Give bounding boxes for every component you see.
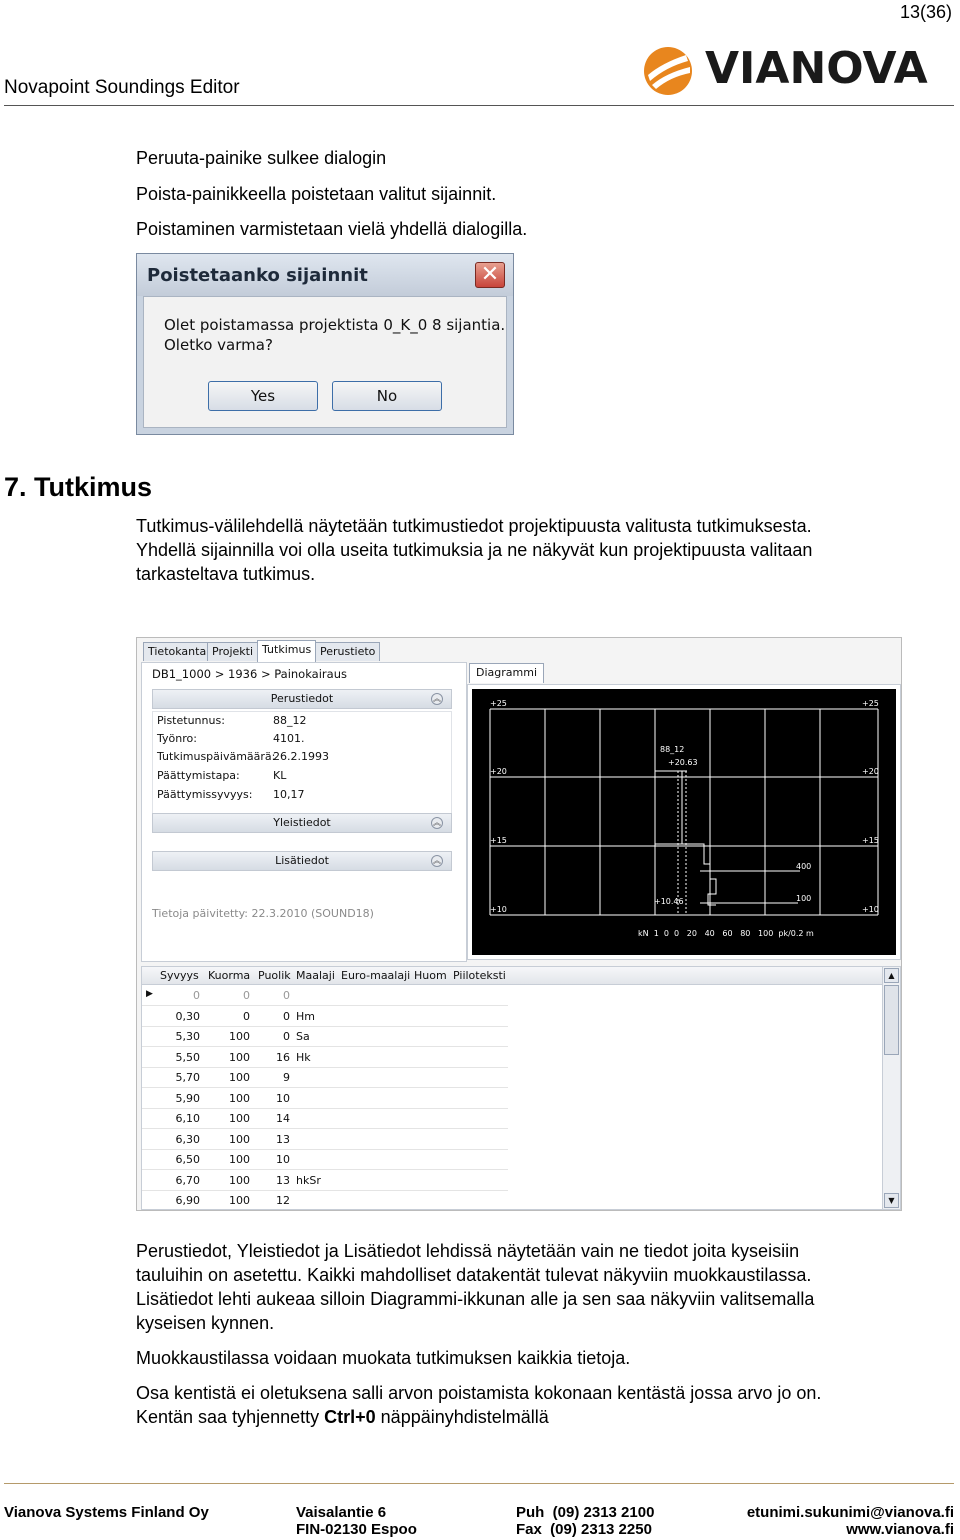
property-value: 88_12 [273,714,307,727]
cell-puolik[interactable]: 0 [283,1009,290,1023]
table-row[interactable] [142,1130,508,1150]
cell-syvyys[interactable]: 5,70 [175,1071,200,1084]
table-row[interactable] [142,1027,508,1047]
cell-kuorma[interactable]: 100 [229,1112,250,1125]
cell-kuorma[interactable]: 100 [229,1194,250,1207]
diagram-graphics [472,689,896,955]
col-header[interactable]: Piiloteksti [453,969,506,982]
body-para-2: Muokkaustilassa voidaan muokata tutkimuksen kaikkia tietoja. [136,1348,631,1368]
table-row[interactable] [142,1109,508,1129]
body-para-line-4: kyseisen kynnen. [136,1313,275,1333]
footer-phone: Puh (09) 2313 2100 [516,1504,655,1521]
section-para-line-2: Yhdellä sijainnilla voi olla useita tutkimuksia ja ne näkyvät kun projektipuusta valitaan [136,540,813,560]
section-heading: 7. Tutkimus [4,472,153,502]
cell-puolik[interactable]: 12 [276,1194,290,1207]
chevron-down-icon[interactable]: ▼ [884,1193,899,1208]
property-key: Työnro: [157,732,197,745]
cell-puolik[interactable]: 9 [283,1071,290,1084]
cell-kuorma[interactable]: 100 [229,1050,250,1064]
intro-line-1: Peruuta-painike sulkee dialogin [136,148,387,168]
table-row[interactable] [142,1150,508,1170]
scroll-thumb[interactable] [884,985,899,1055]
table-row[interactable] [142,1048,508,1068]
tutkimus-screenshot [136,637,902,1211]
tab-tutkimus[interactable]: Tutkimus [257,640,316,662]
dialog-body [143,296,507,428]
tab-tietokanta[interactable]: Tietokanta [143,642,211,661]
footer-street: Vaisalantie 6 [296,1504,387,1521]
table-row[interactable] [142,1007,508,1027]
elevation-label: +25 [862,699,879,708]
document-title: Novapoint Soundings Editor [4,77,240,98]
body-para-line-3: Lisätiedot lehti aukeaa silloin Diagrammi-ikkunan alle ja sen saa näkyviin valitsemalla [136,1289,815,1309]
cell-puolik[interactable]: 0 [283,1030,290,1043]
chevron-up-icon[interactable]: ︽ [433,856,441,865]
x-axis-label: kN 1 0 0 20 40 60 80 100 pk/0.2 m [638,929,814,938]
cell-kuorma[interactable]: 0 [243,989,250,1002]
bottom-level-label: +10.46 [654,897,684,906]
dialog-message-line-2: Oletko varma? [164,336,273,354]
perustiedot-properties [152,711,452,827]
cell-maalaji[interactable]: hkSr [296,1173,321,1187]
cell-kuorma[interactable]: 100 [229,1091,250,1105]
table-row[interactable] [142,1068,508,1088]
elevation-label: +25 [490,699,507,708]
cell-puolik[interactable]: 10 [276,1091,290,1105]
cell-puolik[interactable]: 13 [276,1173,290,1187]
cell-syvyys[interactable]: 5,30 [175,1030,200,1043]
perustiedot-title: Perustiedot [270,692,334,705]
row-selector-icon: ▶ [146,989,153,999]
tab-diagrammi[interactable]: Diagrammi [469,663,544,683]
diagram-frame [467,684,901,960]
body-para-3-line-2 [136,1405,549,1429]
cell-syvyys[interactable]: 6,90 [175,1194,200,1207]
updated-info: Tietoja päivitetty: 22.3.2010 (SOUND18) [152,907,374,920]
tab-projekti[interactable]: Projekti [207,642,258,661]
cell-puolik[interactable]: 13 [276,1132,290,1146]
elevation-label: +10 [862,905,879,914]
text-fragment: näppäinyhdistelmällä [375,1407,549,1427]
sounding-diagram[interactable] [472,689,896,955]
grid-scrollbar[interactable] [882,967,900,1209]
vianova-logo-icon [642,45,694,97]
cell-puolik[interactable]: 10 [276,1153,290,1166]
tab-perustieto[interactable]: Perustieto [315,642,380,661]
body-para-3-line-1: Osa kentistä ei oletuksena salli arvon poistamista kokonaan kentästä jossa arvo jo on. [136,1383,822,1403]
point-label: 88_12 [660,745,685,754]
elevation-label: +20 [862,767,879,776]
elevation-label: +15 [862,836,879,845]
cell-puolik[interactable]: 16 [276,1050,290,1064]
cell-maalaji[interactable]: Hm [296,1009,315,1023]
cell-syvyys[interactable]: 6,30 [175,1132,200,1146]
property-value: 4101. [273,732,305,745]
perustiedot-header[interactable] [152,689,452,709]
footer-postal: FIN-02130 Espoo [296,1521,417,1538]
col-header[interactable]: Euro-maalaji [341,969,411,982]
dialog-title: Poistetaanko sijainnit [147,265,368,286]
delete-confirm-dialog [136,253,514,435]
cell-syvyys[interactable]: 6,70 [175,1173,200,1187]
yleistiedot-header[interactable] [152,813,452,833]
cell-kuorma[interactable]: 100 [229,1132,250,1146]
logo-text: VIANOVA [705,43,928,94]
text-fragment: Kentän saa tyhjennetty [136,1407,325,1427]
chevron-up-icon[interactable]: ▲ [884,968,899,983]
footer-web[interactable]: www.vianova.fi [846,1521,954,1538]
footer-fax: Fax (09) 2313 2250 [516,1521,652,1538]
page-number: 13(36) [899,2,952,22]
property-key: Päättymistapa: [157,769,240,782]
top-level-label: +20.63 [668,758,698,767]
intro-line-2: Poista-painikkeella poistetaan valitut sijainnit. [136,184,497,204]
elevation-label: +10 [490,905,507,914]
breadcrumb: DB1_1000 > 1936 > Painokairaus [152,667,347,681]
table-row[interactable] [142,986,508,1006]
sounding-grid [141,966,901,1210]
dialog-message [164,315,505,355]
dialog-titlebar [137,254,513,296]
intro-line-3: Poistaminen varmistetaan vielä yhdellä dialogilla. [136,219,528,239]
value-label: 400 [796,862,812,871]
value-label: 100 [796,894,812,903]
elevation-label: +15 [490,836,507,845]
dialog-message-line-1: Olet poistamassa projektista 0_K_0 8 sijantia. [164,316,506,334]
table-row[interactable] [142,1191,508,1211]
col-header[interactable]: Puolik [258,969,291,982]
info-pane [141,662,467,962]
property-key: Pistetunnus: [157,714,225,727]
cell-maalaji[interactable]: Hk [296,1050,311,1064]
no-button[interactable]: No [332,381,442,411]
body-para-line-1: Perustiedot, Yleistiedot ja Lisätiedot lehdissä näytetään vain ne tiedot joita kyseisiin [136,1241,800,1261]
grid-header [142,967,882,985]
footer-divider [4,1483,954,1484]
yes-button[interactable]: Yes [208,381,318,411]
table-row[interactable] [142,1171,508,1191]
cell-syvyys[interactable]: 6,10 [175,1112,200,1125]
col-header[interactable]: Maalaji [296,969,335,982]
lisatiedot-header[interactable] [152,851,452,871]
section-para-line-3: tarkasteltava tutkimus. [136,564,316,584]
shortcut-text: Ctrl+0 [324,1407,376,1427]
section-para-line-1: Tutkimus-välilehdellä näytetään tutkimustiedot projektipuusta valitusta tutkimuksesta. [136,516,812,536]
cell-puolik[interactable]: 14 [276,1112,290,1125]
cell-syvyys[interactable]: 0,30 [175,1009,200,1023]
property-key: Tutkimuspäivämäärä: [157,750,276,763]
col-header[interactable]: Syvyys [160,969,199,982]
col-header[interactable]: Huom [414,969,447,982]
lisatiedot-title: Lisätiedot [275,854,329,867]
cell-kuorma[interactable]: 100 [229,1030,250,1043]
elevation-label: +20 [490,767,507,776]
cell-kuorma[interactable]: 100 [229,1153,250,1166]
col-header[interactable]: Kuorma [208,969,251,982]
property-key: Päättymissyvyys: [157,788,253,801]
table-row[interactable] [142,1089,508,1109]
footer-email[interactable]: etunimi.sukunimi@vianova.fi [746,1504,954,1521]
cell-kuorma[interactable]: 0 [243,1009,250,1023]
body-para-line-2: tauluihin on asetettu. Kaikki mahdolliset datakentät tulevat näkyviin muokkaustilassa. [136,1265,812,1285]
cell-kuorma[interactable]: 100 [229,1173,250,1187]
footer-company: Vianova Systems Finland Oy [4,1504,209,1521]
yleistiedot-title: Yleistiedot [273,816,331,829]
cell-syvyys[interactable]: 5,90 [175,1091,200,1105]
cell-maalaji[interactable]: Sa [296,1030,310,1043]
close-icon[interactable]: ✕ [475,262,505,288]
header-divider [4,105,954,106]
cell-syvyys[interactable]: 6,50 [175,1153,200,1166]
property-value: KL [273,769,287,782]
property-value: 26.2.1993 [273,750,329,763]
cell-puolik[interactable]: 0 [283,989,290,1002]
cell-syvyys[interactable]: 0 [193,989,200,1002]
chevron-up-icon[interactable]: ︽ [433,694,441,703]
chevron-up-icon[interactable]: ︽ [433,818,441,827]
cell-syvyys[interactable]: 5,50 [175,1050,200,1064]
cell-kuorma[interactable]: 100 [229,1071,250,1084]
property-value: 10,17 [273,788,305,801]
